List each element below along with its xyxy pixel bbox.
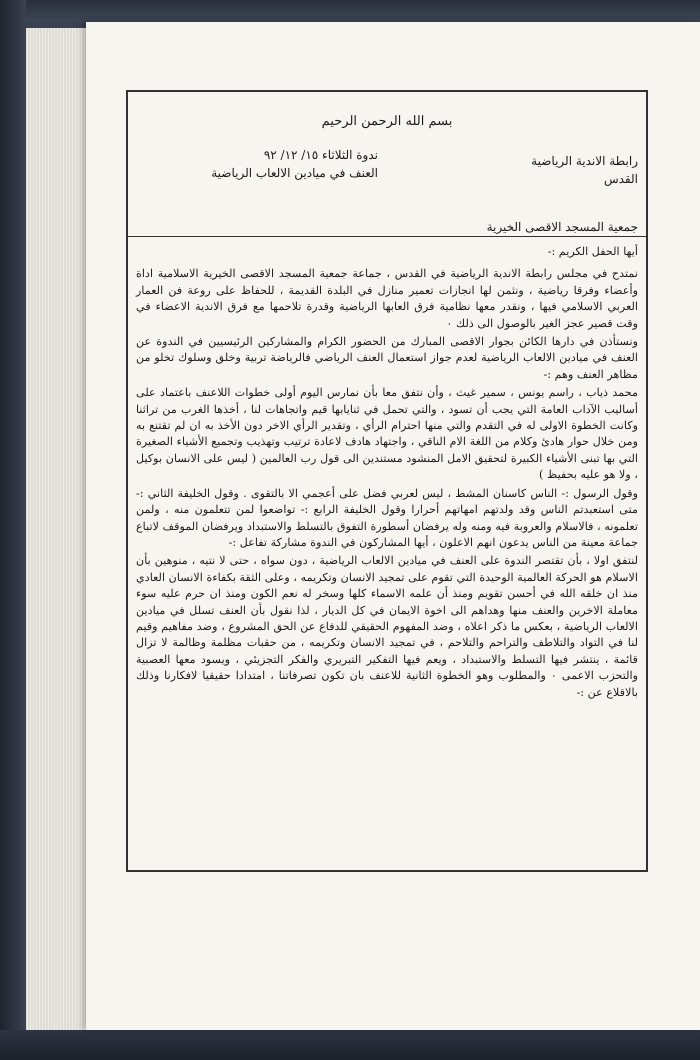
city: القدس bbox=[603, 172, 638, 186]
binder-spine bbox=[0, 0, 26, 1060]
seminar-info bbox=[138, 146, 378, 182]
body-paragraph: وقول الرسول :- الناس كاسنان المشط ، ليس لعربي فضل على أعجمي الا بالتقوى . وقول الخليفة الثاني :- متى استعبدتم الناس وقد ولدتهم امهاتهم أحرارا وقول الخليفة الرابع :- تواضعوا لمن تتعلمون منه ، ولمن تعلمونه ، فالاسلام والعروبة فيه ومنه وله يرفضان أسطورة التفوق بالتسلط والاستبداد ويرفضان الموقف لاتباع جماعة معينة من الناس يدعون انهم الاعلون ، أيها المشاركون في الندوة مشاركة تفاعل :- bbox=[136, 486, 638, 549]
basmala-heading: بسم الله الرحمن الرحيم bbox=[321, 114, 453, 129]
page-stack-edges bbox=[26, 28, 87, 1030]
salutation: أيها الحفل الكريم :- bbox=[547, 245, 638, 258]
letter-body bbox=[136, 244, 638, 703]
binder-top-edge bbox=[0, 0, 700, 22]
recipient-association: جمعية المسجد الاقصى الخيرية bbox=[486, 220, 638, 234]
seminar-topic: العنف في ميادين الالعاب الرياضية bbox=[211, 166, 378, 180]
document-page bbox=[86, 22, 700, 1030]
seminar-date: ندوة الثلاثاء ١٥/ ١٢/ ٩٢ bbox=[263, 148, 378, 162]
binder-bottom-edge bbox=[0, 1030, 700, 1060]
body-paragraph: لنتفق اولا ، بأن تقتصر الندوة على العنف في ميادين الالعاب الرياضية ، دون سواه ، حتى لا نتيه ، منوهين بأن الاسلام هو الحركة العالمية الوحيدة التي تقوم على تمجيد الانسان وتكريمه ، وعلى الثقة بكفاءة الانسان العادي منذ ان خلقه الله في أحسن تقويم ومنذ أن علمه الاسماء كلها وسخر له نعم الكون ومنذ ان حرم عليه سوء معاملة الاخرين والعنف منها وهداهم الى اخوة الايمان في كل الديار ، لذا نقول بأن العنف تسلل في ميادين الالعاب الرياضية ، بعكس ما ذكر اعلاه ، وضد المفهوم الحقيقي للدفاع عن الحق المشروع ، وضد مفاهيم وقيم لنا في التواد والتلاطف والتراحم والتلاحم ، في تمجيد الانسان وتكريمه ، من حقبات مظلمة وظالمة لا تزال قائمة ، ينتشر فيها التسلط والاستبداد ، ويعم فيها التفكير التبريري والفكر التجزيئي ، ويسود معها العصبية والتحزب الاعمى ٠ والمطلوب وهو الخطوة الثانية للاعنف بان تكون تصرفاتنا ، امتدادا حقيقيا لافكارنا وذلك بالاقلاع عن :- bbox=[136, 554, 639, 699]
body-paragraph: ونستأذن في دارها الكائن بجوار الاقصى المبارك من الحضور الكرام والمشاركين الرئيسيين في الندوة عن العنف في ميادين الالعاب الرياضية لعدم جواز استعمال العنف الرياضي فالرياضة تربية وخلق وسلوك تخلو من مظاهر العنف وهم :- bbox=[136, 335, 638, 381]
letterhead-sender bbox=[438, 152, 638, 188]
body-paragraph: محمد ذياب ، راسم يونس ، سمير غيث ، وأن نتفق معا بأن نمارس اليوم أولى خطوات اللاعنف باعتماد على أساليب الآداب العامة التي يجب أن تسود ، والتي تحمل في ثنايابها قيم واتجاهات لنا ، أخذها الغرب من تراثنا وكانت الخطوة الاولى له في التقدم والتي منها احترام الرأي ، وتقدير الرأي الاخر دون الأخذ به ان لم تقتنع به ومن خلال حوار هادئ وكلام من اللغة الام الناقي ، واجتهاد هادف لاعادة ترتيب وتهذيب وتجميع الأشياء الصغيرة التي بها تبنى الأشياء الكبيرة لتحقيق الامل المنشود مستندين الى قول رب العالمين ( ليس على الانسان بوكيل ، ولا هو عليه بحفيظ ) bbox=[136, 386, 638, 482]
org-name: رابطة الاندية الرياضية bbox=[531, 154, 638, 168]
letter-frame bbox=[126, 90, 648, 872]
header-divider bbox=[128, 236, 646, 237]
body-paragraph: نمتدح في مجلس رابطة الاندية الرياضية في القدس ، جماعة جمعية المسجد الاقصى الخيرية الاسلامية اداة وأعضاء وفرقا رياضية ، ونثمن لها انجازات تعمير منازل في البلدة القديمة ، للحفاظ على روعة فن العمار العربي الاسلامي فيها ، ونقدر معها نظامية فرق العابها الرياضية وقدرة تلاحمها مع فرق الاندية الاعضاء في وقت قصير عجز الغير بالوصول الى ذلك ٠ bbox=[136, 267, 638, 330]
